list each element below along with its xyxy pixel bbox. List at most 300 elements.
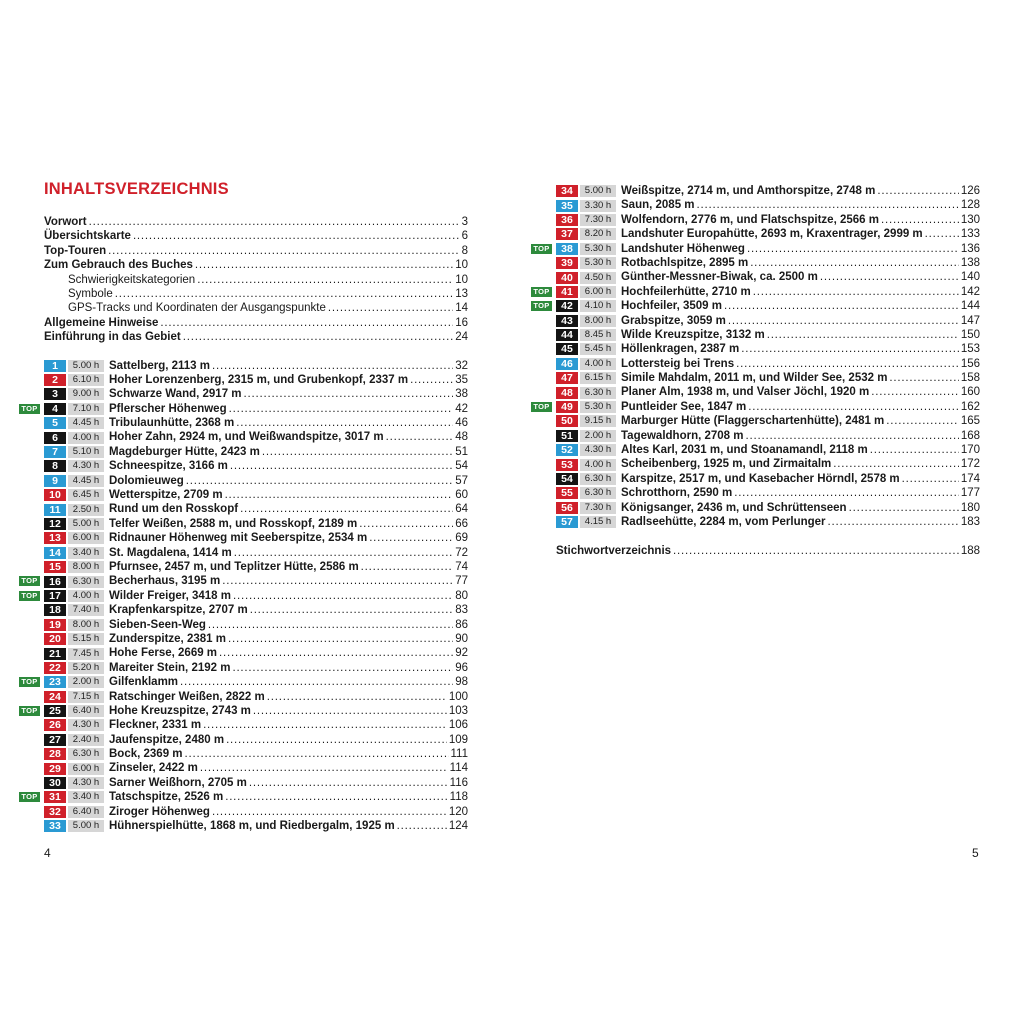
tour-entry[interactable] (533, 299, 980, 313)
tour-page: 124 (448, 820, 468, 833)
tour-entry[interactable] (556, 385, 980, 399)
tour-name: Simile Mahdalm, 2011 m, und Wilder See, 2532 m (621, 372, 888, 385)
tour-entry[interactable] (533, 400, 980, 414)
toc-title: INHALTSVERZEICHNIS (44, 180, 229, 198)
tour-entry[interactable] (556, 515, 980, 529)
toc-entry-label: Symbole (68, 287, 113, 300)
toc-entry-label: Einführung in das Gebiet (44, 331, 181, 344)
tour-number-badge: 33 (44, 820, 66, 832)
dot-leader (195, 258, 453, 272)
tour-page: 147 (960, 314, 980, 327)
tour-number-badge: 54 (556, 473, 578, 485)
tour-page: 57 (455, 474, 468, 487)
tour-name: Hohe Ferse, 2669 m (109, 647, 218, 660)
tour-entry[interactable] (556, 227, 980, 241)
tour-name: Ridnauner Höhenweg mit Seeberspitze, 2534 m (109, 532, 368, 545)
dot-leader (180, 675, 453, 689)
tour-number-badge: 18 (44, 604, 66, 616)
tour-name: Tagewaldhorn, 2708 m (621, 429, 744, 442)
tour-page: 140 (960, 271, 980, 284)
tour-name: Pflerscher Höhenweg (109, 402, 227, 415)
tour-duration: 5.30 h (580, 257, 616, 269)
tour-name: Gilfenklamm (109, 676, 179, 689)
tour-entry[interactable] (44, 373, 468, 387)
dot-leader (200, 761, 448, 775)
top-badge: TOP (19, 677, 40, 687)
tour-entry[interactable] (21, 790, 468, 804)
toc-entry-page: 10 (455, 259, 468, 272)
tour-number-badge: 53 (556, 459, 578, 471)
tour-duration: 4.15 h (580, 516, 616, 528)
tour-entry[interactable] (44, 430, 468, 444)
tour-page: 109 (448, 733, 468, 746)
tour-duration: 4.00 h (580, 459, 616, 471)
dot-leader (746, 429, 959, 443)
intro-list (44, 215, 468, 345)
tour-page: 77 (455, 575, 468, 588)
tour-duration: 5.00 h (580, 185, 616, 197)
tour-entry[interactable] (556, 414, 980, 428)
tour-entry[interactable] (556, 213, 980, 227)
tour-duration: 4.30 h (68, 719, 104, 731)
tour-number-badge: 5 (44, 417, 66, 429)
toc-entry-label: Allgemeine Hinweise (44, 316, 159, 329)
tour-duration: 3.40 h (68, 547, 104, 559)
tour-name: Wolfendorn, 2776 m, und Flatschspitze, 2566 m (621, 213, 879, 226)
tour-list-right (533, 184, 980, 529)
tour-entry[interactable] (44, 531, 468, 545)
tour-number-badge: 20 (44, 633, 66, 645)
tour-entry[interactable] (556, 198, 980, 212)
dot-leader (232, 661, 453, 675)
tour-entry[interactable] (21, 574, 468, 588)
tour-page: 130 (960, 213, 980, 226)
tour-entry[interactable] (556, 342, 980, 356)
tour-entry[interactable] (533, 242, 980, 256)
tour-entry[interactable] (44, 632, 468, 646)
dot-leader (225, 488, 454, 502)
dot-leader (728, 314, 959, 328)
tour-number-badge: 27 (44, 734, 66, 746)
dot-leader (212, 805, 447, 819)
tour-name: Bock, 2369 m (109, 748, 183, 761)
dot-leader (225, 790, 447, 804)
tour-entry[interactable] (44, 445, 468, 459)
tour-name: Rotbachlspitze, 2895 m (621, 256, 749, 269)
toc-entry-page: 14 (455, 302, 468, 315)
tour-entry[interactable] (556, 256, 980, 270)
dot-leader (262, 445, 453, 459)
tour-entry[interactable] (21, 704, 468, 718)
tour-entry[interactable] (44, 618, 468, 632)
tour-duration: 6.40 h (68, 806, 104, 818)
tour-name: Dolomieuweg (109, 474, 184, 487)
tour-number-badge: 52 (556, 444, 578, 456)
tour-page: 92 (455, 647, 468, 660)
tour-name: Hochfeilerhütte, 2710 m (621, 285, 751, 298)
tour-name: Planer Alm, 1938 m, und Valser Jöchl, 1920 m (621, 386, 870, 399)
tour-page: 116 (449, 776, 468, 789)
tour-name: Wilde Kreuzspitze, 3132 m (621, 328, 765, 341)
dot-leader (877, 184, 958, 198)
dot-leader (870, 443, 959, 457)
tour-entry[interactable] (44, 690, 468, 704)
tour-number-badge: 56 (556, 502, 578, 514)
tour-page: 35 (455, 373, 468, 386)
tour-name: Radlseehütte, 2284 m, vom Perlunger (621, 515, 826, 528)
dot-leader (741, 342, 959, 356)
tour-name: Scheibenberg, 1925 m, und Zirmaitalm (621, 458, 832, 471)
tour-entry[interactable] (556, 357, 980, 371)
top-badge: TOP (19, 706, 40, 716)
toc-entry-page: 6 (461, 230, 468, 243)
tour-entry[interactable] (44, 733, 468, 747)
tour-duration: 3.30 h (580, 200, 616, 212)
tour-number-badge: 47 (556, 372, 578, 384)
tour-duration: 6.10 h (68, 374, 104, 386)
tour-page: 183 (960, 515, 980, 528)
dot-leader (236, 416, 453, 430)
dot-leader (203, 718, 447, 732)
tour-page: 111 (450, 748, 468, 761)
tour-entry[interactable] (556, 501, 980, 515)
top-badge: TOP (19, 576, 40, 586)
dot-leader (833, 457, 959, 471)
dot-leader (736, 357, 959, 371)
tour-number-badge: 23 (44, 676, 66, 688)
tour-entry[interactable] (44, 474, 468, 488)
tour-number-badge: 30 (44, 777, 66, 789)
dot-leader (244, 387, 454, 401)
tour-list-left (21, 359, 468, 834)
toc-entry[interactable] (44, 215, 468, 229)
tour-number-badge: 2 (44, 374, 66, 386)
tour-entry[interactable] (44, 603, 468, 617)
toc-entry-page: 8 (461, 244, 468, 257)
tour-page: 160 (960, 386, 980, 399)
tour-duration: 2.50 h (68, 504, 104, 516)
tour-duration: 4.00 h (68, 590, 104, 602)
tour-name: Schwarze Wand, 2917 m (109, 388, 242, 401)
tour-duration: 5.00 h (68, 360, 104, 372)
tour-number-badge: 1 (44, 360, 66, 372)
tour-name: Zinseler, 2422 m (109, 762, 198, 775)
index-entry[interactable] (556, 544, 980, 558)
dot-leader (750, 256, 959, 270)
tour-number-badge: 42 (556, 300, 578, 312)
tour-duration: 8.00 h (68, 561, 104, 573)
tour-duration: 6.30 h (68, 748, 104, 760)
tour-entry[interactable] (556, 371, 980, 385)
tour-page: 69 (455, 532, 468, 545)
dot-leader (673, 544, 959, 558)
top-badge: TOP (531, 402, 552, 412)
tour-page: 46 (455, 417, 468, 430)
tour-duration: 8.45 h (580, 329, 616, 341)
tour-number-badge: 26 (44, 719, 66, 731)
tour-number-badge: 9 (44, 475, 66, 487)
tour-page: 96 (455, 661, 468, 674)
dot-leader (267, 690, 447, 704)
toc-entry[interactable] (44, 229, 468, 243)
tour-page: 54 (455, 460, 468, 473)
toc-entry-page: 13 (455, 287, 468, 300)
tour-name: Krapfenkarspitze, 2707 m (109, 604, 248, 617)
tour-number-badge: 38 (556, 243, 578, 255)
dot-leader (89, 215, 460, 229)
tour-entry[interactable] (556, 443, 980, 457)
tour-number-badge: 32 (44, 806, 66, 818)
toc-entry-label: Schwierigkeitskategorien (68, 273, 196, 286)
tour-number-badge: 40 (556, 272, 578, 284)
tour-page: 136 (960, 242, 980, 255)
toc-entry[interactable] (44, 287, 468, 301)
dot-leader (208, 618, 453, 632)
tour-duration: 6.15 h (580, 372, 616, 384)
tour-duration: 7.45 h (68, 648, 104, 660)
top-badge: TOP (19, 404, 40, 414)
tour-entry[interactable] (21, 589, 468, 603)
tour-page: 72 (455, 546, 468, 559)
tour-name: Rund um den Rosskopf (109, 503, 239, 516)
tour-name: Hühnerspielhütte, 1868 m, und Riedbergalm, 1925 m (109, 820, 395, 833)
tour-entry[interactable] (21, 402, 468, 416)
dot-leader (849, 501, 959, 515)
tour-duration: 3.40 h (68, 791, 104, 803)
dot-leader (212, 359, 453, 373)
tour-entry[interactable] (44, 718, 468, 732)
tour-entry[interactable] (556, 429, 980, 443)
tour-duration: 5.30 h (580, 401, 616, 413)
tour-name: Weißspitze, 2714 m, und Amthorspitze, 2748 m (621, 185, 876, 197)
toc-entry[interactable] (44, 258, 468, 272)
tour-number-badge: 15 (44, 561, 66, 573)
tour-page: 150 (960, 328, 980, 341)
tour-name: St. Magdalena, 1414 m (109, 546, 232, 559)
tour-duration: 2.00 h (580, 430, 616, 442)
tour-entry[interactable] (556, 486, 980, 500)
tour-number-badge: 17 (44, 590, 66, 602)
tour-entry[interactable] (44, 517, 468, 531)
tour-name: Hoher Zahn, 2924 m, und Weißwandspitze, 3017 m (109, 431, 384, 444)
tour-entry[interactable] (556, 328, 980, 342)
tour-duration: 4.50 h (580, 272, 616, 284)
tour-page: 103 (448, 704, 468, 717)
tour-page: 60 (455, 489, 468, 502)
tour-page: 90 (455, 632, 468, 645)
tour-number-badge: 19 (44, 619, 66, 631)
dot-leader (186, 474, 453, 488)
dot-leader (361, 560, 454, 574)
dot-leader (820, 270, 959, 284)
tour-entry[interactable] (44, 747, 468, 761)
tour-name: Zunderspitze, 2381 m (109, 632, 226, 645)
tour-duration: 6.30 h (68, 576, 104, 588)
dot-leader (753, 285, 959, 299)
toc-entry-page: 16 (455, 316, 468, 329)
tour-duration: 5.00 h (68, 820, 104, 832)
tour-entry[interactable] (556, 457, 980, 471)
toc-entry[interactable] (44, 316, 468, 330)
tour-name: Sarner Weißhorn, 2705 m (109, 776, 247, 789)
tour-page: 118 (449, 791, 468, 804)
tour-entry[interactable] (533, 285, 980, 299)
toc-entry[interactable] (44, 244, 468, 258)
tour-page: 126 (960, 185, 980, 197)
tour-entry[interactable] (44, 502, 468, 516)
toc-entry-page: 10 (455, 273, 468, 286)
dot-leader (925, 227, 959, 241)
tour-page: 80 (455, 589, 468, 602)
tour-duration: 8.00 h (580, 315, 616, 327)
section-gap (44, 345, 468, 359)
tour-entry[interactable] (44, 359, 468, 373)
tour-page: 128 (960, 199, 980, 212)
toc-entry-label: Top-Touren (44, 244, 107, 257)
dot-leader (767, 328, 959, 342)
tour-name: Magdeburger Hütte, 2423 m (109, 445, 260, 458)
tour-duration: 6.30 h (580, 473, 616, 485)
tour-duration: 4.45 h (68, 475, 104, 487)
page-number-left: 4 (44, 846, 51, 860)
tour-page: 177 (960, 487, 980, 500)
tour-page: 42 (455, 402, 468, 415)
tour-entry[interactable] (44, 819, 468, 833)
toc-entry-label: Zum Gebrauch des Buches (44, 259, 193, 272)
tour-page: 51 (455, 445, 468, 458)
tour-duration: 7.30 h (580, 214, 616, 226)
tour-entry[interactable] (44, 416, 468, 430)
tour-number-badge: 55 (556, 487, 578, 499)
tour-page: 86 (455, 618, 468, 631)
tour-page: 165 (960, 415, 980, 428)
tour-duration: 2.40 h (68, 734, 104, 746)
toc-entry[interactable] (44, 301, 468, 315)
tour-number-badge: 22 (44, 662, 66, 674)
dot-leader (133, 229, 460, 243)
tour-page: 114 (449, 762, 468, 775)
tour-name: Jaufenspitze, 2480 m (109, 733, 225, 746)
page-number-right: 5 (972, 846, 979, 860)
tour-entry[interactable] (44, 546, 468, 560)
tour-number-badge: 8 (44, 460, 66, 472)
tour-duration: 9.15 h (580, 415, 616, 427)
tour-name: Hoher Lorenzenberg, 2315 m, und Grubenkopf, 2337 m (109, 373, 409, 386)
top-badge: TOP (19, 792, 40, 802)
tour-duration: 8.00 h (68, 619, 104, 631)
tour-entry[interactable] (44, 761, 468, 775)
tour-entry[interactable] (44, 387, 468, 401)
tour-name: Tribulaunhütte, 2368 m (109, 417, 235, 430)
tour-name: Königsanger, 2436 m, und Schrüttenseen (621, 501, 847, 514)
dot-leader (748, 400, 959, 414)
tour-name: Schneespitze, 3166 m (109, 460, 228, 473)
tour-page: 66 (455, 517, 468, 530)
tour-page: 64 (455, 503, 468, 516)
dot-leader (228, 632, 453, 646)
toc-entry[interactable] (44, 330, 468, 344)
tour-entry[interactable] (44, 776, 468, 790)
tour-page: 162 (960, 400, 980, 413)
dot-leader (249, 776, 448, 790)
tour-number-badge: 34 (556, 185, 578, 197)
dot-leader (889, 371, 958, 385)
tour-name: Lottersteig bei Trens (621, 357, 735, 370)
dot-leader (233, 589, 453, 603)
tour-entry[interactable] (44, 488, 468, 502)
tour-duration: 6.40 h (68, 705, 104, 717)
tour-name: Karspitze, 2517 m, und Kasebacher Hörndl, 2578 m (621, 472, 900, 485)
tour-number-badge: 28 (44, 748, 66, 760)
dot-leader (369, 531, 453, 545)
tour-page: 158 (960, 372, 980, 385)
tour-entry[interactable] (44, 661, 468, 675)
tour-duration: 5.30 h (580, 243, 616, 255)
tour-name: Tatschspitze, 2526 m (109, 791, 224, 804)
tour-number-badge: 6 (44, 432, 66, 444)
tour-duration: 2.00 h (68, 676, 104, 688)
tour-entry[interactable] (44, 805, 468, 819)
tour-page: 48 (455, 431, 468, 444)
tour-entry[interactable] (44, 560, 468, 574)
tour-name: Puntleider See, 1847 m (621, 400, 747, 413)
tour-number-badge: 46 (556, 358, 578, 370)
tour-page: 120 (448, 805, 468, 818)
toc-entry-page: 3 (461, 216, 468, 228)
tour-page: 144 (960, 300, 980, 313)
tour-entry[interactable] (556, 270, 980, 284)
tour-duration: 9.00 h (68, 388, 104, 400)
tour-page: 142 (960, 285, 980, 298)
tour-entry[interactable] (556, 314, 980, 328)
tour-page: 180 (960, 501, 980, 514)
tour-duration: 7.30 h (580, 502, 616, 514)
tour-page: 156 (960, 357, 980, 370)
toc-entry[interactable] (44, 273, 468, 287)
dot-leader (183, 330, 453, 344)
tour-page: 98 (455, 676, 468, 689)
dot-leader (410, 373, 453, 387)
tour-entry[interactable] (21, 675, 468, 689)
tour-entry[interactable] (556, 184, 980, 198)
tour-duration: 5.20 h (68, 662, 104, 674)
tour-name: Sieben-Seen-Weg (109, 618, 206, 631)
left-column (21, 180, 468, 833)
tour-duration: 4.00 h (68, 432, 104, 444)
tour-name: Mareiter Stein, 2192 m (109, 661, 231, 674)
tour-number-badge: 57 (556, 516, 578, 528)
dot-leader (747, 242, 959, 256)
dot-leader (724, 299, 959, 313)
tour-duration: 6.45 h (68, 489, 104, 501)
top-badge: TOP (531, 287, 552, 297)
tour-name: Ratschinger Weißen, 2822 m (109, 690, 265, 703)
tour-duration: 5.45 h (580, 343, 616, 355)
dot-leader (160, 316, 453, 330)
tour-name: Schrotthorn, 2590 m (621, 487, 733, 500)
dot-leader (397, 819, 447, 833)
tour-duration: 4.30 h (580, 444, 616, 456)
tour-entry[interactable] (556, 472, 980, 486)
tour-entry[interactable] (44, 459, 468, 473)
tour-duration: 6.30 h (580, 387, 616, 399)
dot-leader (115, 287, 453, 301)
tour-entry[interactable] (44, 646, 468, 660)
right-column (533, 184, 980, 559)
toc-entry-label: Übersichtskarte (44, 230, 131, 243)
toc-entry-label: Vorwort (44, 216, 87, 228)
top-badge: TOP (531, 244, 552, 254)
